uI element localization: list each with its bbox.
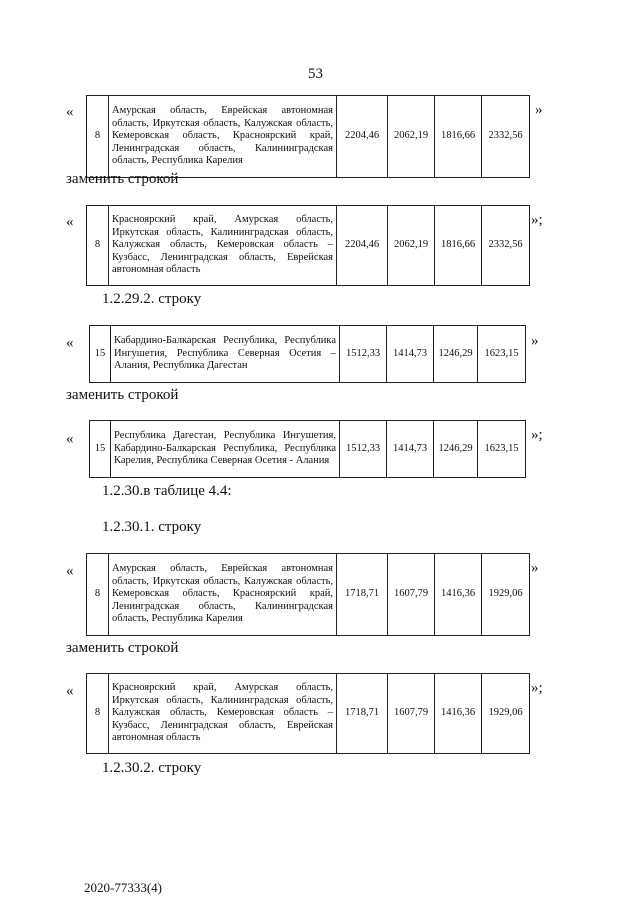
closing-quote: » xyxy=(535,102,543,118)
value-cell: 1246,29 xyxy=(434,326,478,383)
value-cell: 1929,06 xyxy=(482,554,530,636)
section-item: 1.2.30.2. строку xyxy=(102,760,202,776)
value-cell: 1512,33 xyxy=(340,326,387,383)
value-cell: 2204,46 xyxy=(337,96,388,178)
opening-quote: « xyxy=(66,431,74,447)
value-cell: 1623,15 xyxy=(478,421,526,478)
closing-quote: » xyxy=(531,333,539,349)
region-list: Амурская область, Еврейская автономная область, Иркутская область, Калужская область, Кемеровская область, Красноярский край, Ленинградская область, Калининградская область, Республика Карелия xyxy=(109,96,337,178)
row-number: 15 xyxy=(90,326,111,383)
closing-quote: » xyxy=(531,560,539,576)
table-row xyxy=(86,673,530,754)
value-cell: 1816,66 xyxy=(435,96,482,178)
closing-quote: »; xyxy=(531,212,543,228)
table-row xyxy=(86,95,530,178)
region-list: Республика Дагестан, Республика Ингушетия, Кабардино-Балкарская Республика, Республика Карелия, Республика Северная Осетия - Алания xyxy=(111,421,340,478)
document-code: 2020-77333(4) xyxy=(84,880,162,895)
value-cell: 2062,19 xyxy=(388,96,435,178)
replace-instruction: заменить строкой xyxy=(66,640,179,656)
row-number: 8 xyxy=(87,554,109,636)
table-row xyxy=(89,420,526,478)
closing-quote: »; xyxy=(531,427,543,443)
value-cell: 1607,79 xyxy=(388,674,435,754)
value-cell: 1623,15 xyxy=(478,326,526,383)
region-list: Красноярский край, Амурская область, Иркутская область, Калининградская область, Калужская область, Кемеровская область – Кузбасс, Ленинградская область, Еврейская автономная область xyxy=(109,206,337,286)
value-cell: 2204,46 xyxy=(337,206,388,286)
value-cell: 1816,66 xyxy=(435,206,482,286)
value-cell: 1246,29 xyxy=(434,421,478,478)
table-row xyxy=(86,553,530,636)
section-item: 1.2.30.1. строку xyxy=(102,519,202,535)
value-cell: 1414,73 xyxy=(387,326,434,383)
replace-instruction: заменить строкой xyxy=(66,171,179,187)
value-cell: 2332,56 xyxy=(482,96,530,178)
value-cell: 1416,36 xyxy=(435,674,482,754)
value-cell: 2062,19 xyxy=(388,206,435,286)
value-cell: 1929,06 xyxy=(482,674,530,754)
opening-quote: « xyxy=(66,335,74,351)
closing-quote: »; xyxy=(531,680,543,696)
replace-instruction: заменить строкой xyxy=(66,387,179,403)
opening-quote: « xyxy=(66,214,74,230)
value-cell: 2332,56 xyxy=(482,206,530,286)
section-item: 1.2.30.в таблице 4.4: xyxy=(102,483,232,499)
row-number: 8 xyxy=(87,206,109,286)
page-number: 53 xyxy=(308,66,323,82)
table-row xyxy=(89,325,526,383)
value-cell: 1416,36 xyxy=(435,554,482,636)
value-cell: 1414,73 xyxy=(387,421,434,478)
opening-quote: « xyxy=(66,683,74,699)
section-item: 1.2.29.2. строку xyxy=(102,291,202,307)
value-cell: 1512,33 xyxy=(340,421,387,478)
value-cell: 1718,71 xyxy=(337,674,388,754)
region-list: Красноярский край, Амурская область, Иркутская область, Калининградская область, Калужская область, Кемеровская область – Кузбасс, Ленинградская область, Еврейская автономная область xyxy=(109,674,337,754)
value-cell: 1718,71 xyxy=(337,554,388,636)
opening-quote: « xyxy=(66,104,74,120)
value-cell: 1607,79 xyxy=(388,554,435,636)
region-list: Кабардино-Балкарская Республика, Республика Ингушетия, Республика Северная Осетия – Алания, Республика Дагестан xyxy=(111,326,340,383)
opening-quote: « xyxy=(66,563,74,579)
table-row xyxy=(86,205,530,286)
row-number: 15 xyxy=(90,421,111,478)
row-number: 8 xyxy=(87,674,109,754)
row-number: 8 xyxy=(87,96,109,178)
region-list: Амурская область, Еврейская автономная область, Иркутская область, Калужская область, Кемеровская область, Красноярский край, Ленинградская область, Калининградская область, Республика Карелия xyxy=(109,554,337,636)
